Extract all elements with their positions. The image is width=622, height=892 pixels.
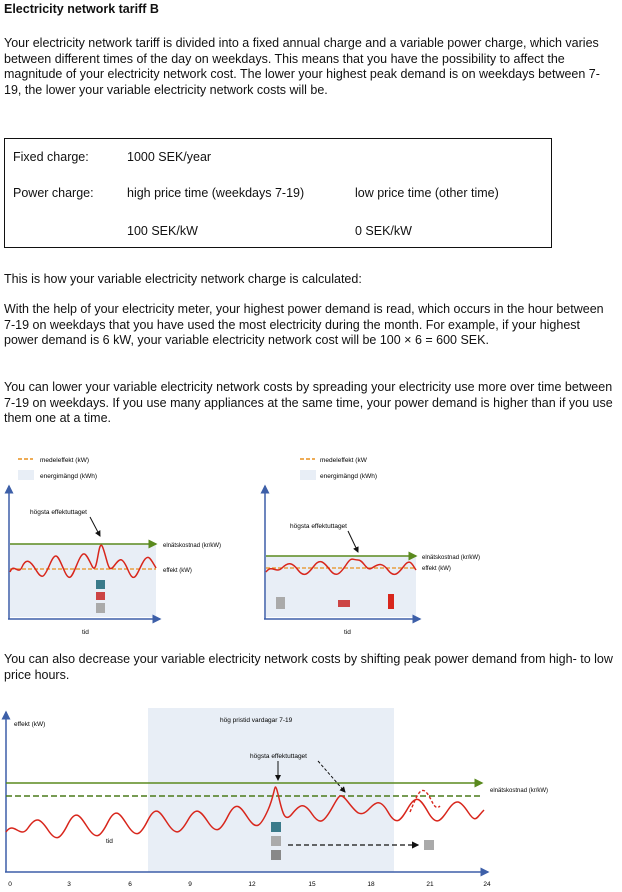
stove-icon [96,592,105,600]
page-title: Electricity network tariff B [4,2,159,16]
peak-label: högsta effektuttaget [250,753,307,760]
x-tick-24: 24 [483,881,491,888]
figure-many-appliances [0,444,280,639]
power-charge-label: Power charge: [13,186,94,200]
x-tick-18: 18 [367,881,375,888]
fixed-charge-value: 1000 SEK/year [127,150,212,164]
high-price-label: high price time (weekdays 7-19) [127,186,305,200]
legend-avg-text: medeleffekt (kW [320,457,367,464]
x-tick-9: 9 [188,881,192,888]
y-axis-label: effekt (kW) [14,721,46,728]
dishwasher-icon [271,850,281,860]
x-tick-3: 3 [67,881,71,888]
power-label: effekt (kW) [163,568,192,574]
peak-label: högsta effektuttaget [30,509,87,516]
cost-label: elnätskostnad (kr/kW) [422,555,481,561]
intro-paragraph: Your electricity network tariff is divided into a fixed annual charge and a variable power charge, which varies between different times of the day on weekdays. This means that you have the possibility to affect the magnitude of your electricity network cost. The lower your highest peak demand is on weekdays between 7-19, the lower your variable electricity network costs will be. [4,36,600,97]
band-label: hög pristid vardagar 7-19 [220,717,293,724]
figure-spread-appliances [256,444,526,639]
calc-paragraph: With the help of your electricity meter, your highest power demand is read, which occurs in the hour between 7-19 on weekdays that you have used the most electricity during the month. For example, if your highest power demand is 6 kW, your variable electricity network cost will be 100 × 6 = 600 SEK. [4,302,604,348]
low-price-value: 0 SEK/kW [355,224,412,238]
appliance-icons [96,580,105,613]
figure-shift-demand [0,702,622,892]
legend-energy-text: energimängd (kWh) [320,473,378,480]
dryer-icon-shifted [424,840,434,850]
x-axis-label: tid [344,629,351,636]
cost-label: elnätskostnad (kr/kW) [490,788,549,794]
shift-paragraph: You can also decrease your variable electricity network costs by shifting peak power demand from high- to low price hours. [4,652,613,682]
spread-paragraph: You can lower your variable electricity network costs by spreading your electricity use more over time between 7-19 on weekdays. If you use many appliances at the same time, your power demand is higher than if you use them one at a time. [4,380,613,426]
x-tick-15: 15 [308,881,316,888]
legend-energy-swatch [300,470,316,480]
peak-pointer [90,517,100,536]
tariff-table [4,138,552,248]
x-tick-labels [8,881,491,888]
x-axis-label: tid [106,838,113,845]
stove-icon [338,600,350,607]
washer-icon [271,822,281,832]
x-tick-0: 0 [8,881,12,888]
cost-label: elnätskostnad (kr/kW) [163,543,222,549]
legend-avg-text: medeleffekt (kW) [40,457,90,464]
high-price-value: 100 SEK/kW [127,224,198,238]
x-tick-12: 12 [248,881,256,888]
legend-energy-swatch [18,470,34,480]
iron-icon [388,594,394,609]
peak-pointer [348,531,358,552]
peak-label: högsta effektuttaget [290,523,347,530]
calc-heading: This is how your variable electricity network charge is calculated: [4,272,362,286]
high-price-band [148,708,394,872]
power-label: effekt (kW) [422,566,451,572]
x-tick-6: 6 [128,881,132,888]
shifted-peak-curve [410,790,440,812]
dryer-icon [96,603,105,613]
dryer-icon [276,597,285,609]
x-axis-label: tid [82,629,89,636]
dryer-icon [271,836,281,846]
legend-energy-text: energimängd (kWh) [40,473,98,480]
x-tick-21: 21 [426,881,434,888]
washer-icon [96,580,105,589]
fixed-charge-label: Fixed charge: [13,150,89,164]
low-price-label: low price time (other time) [355,186,499,200]
